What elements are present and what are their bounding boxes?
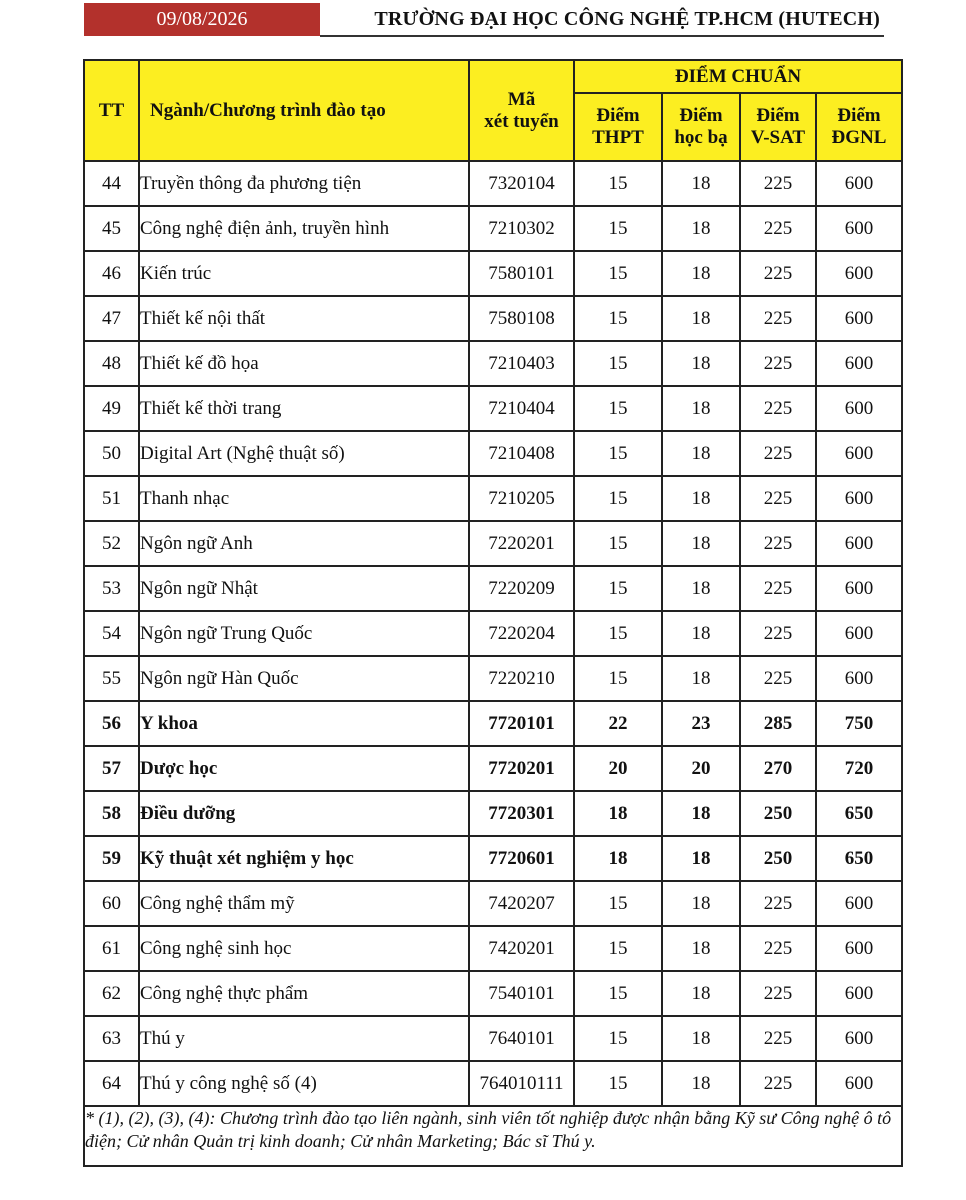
- score-thpt: 15: [574, 251, 662, 296]
- score-dgnl: 600: [816, 1016, 902, 1061]
- program-name: Công nghệ điện ảnh, truyền hình: [139, 206, 469, 251]
- table-row: [84, 386, 902, 431]
- row-number: 51: [84, 476, 139, 521]
- table-row: [84, 341, 902, 386]
- row-number: 63: [84, 1016, 139, 1061]
- row-number: 50: [84, 431, 139, 476]
- program-name: Ngôn ngữ Trung Quốc: [139, 611, 469, 656]
- admission-code: 7420207: [469, 881, 574, 926]
- score-dgnl: 600: [816, 926, 902, 971]
- score-dgnl: 600: [816, 656, 902, 701]
- table-row: [84, 206, 902, 251]
- table-row: [84, 566, 902, 611]
- header-dgnl: [816, 93, 902, 161]
- score-thpt: 15: [574, 926, 662, 971]
- score-dgnl: 600: [816, 971, 902, 1016]
- header-dgnl-line2: ĐGNL: [831, 127, 887, 148]
- program-name: Điều dưỡng: [139, 791, 469, 836]
- score-thpt: 15: [574, 521, 662, 566]
- score-dgnl: 600: [816, 476, 902, 521]
- footnote: * (1), (2), (3), (4): Chương trình đào tạo liên ngành, sinh viên tốt nghiệp được nhận bằng Kỹ sư Công nghệ ô tô điện; Cử nhân Quản trị kinh doanh; Cử nhân Marketing; Bác sĩ Thú y.: [84, 1106, 902, 1166]
- score-vsat: 225: [740, 881, 816, 926]
- row-number: 60: [84, 881, 139, 926]
- score-vsat: 270: [740, 746, 816, 791]
- footnote-row: [84, 1106, 902, 1166]
- score-hocba: 18: [662, 161, 740, 206]
- score-vsat: 225: [740, 971, 816, 1016]
- score-hocba: 18: [662, 611, 740, 656]
- score-vsat: 225: [740, 611, 816, 656]
- header-admission-code: [469, 60, 574, 161]
- admission-code: 7210205: [469, 476, 574, 521]
- row-number: 64: [84, 1061, 139, 1106]
- score-dgnl: 650: [816, 791, 902, 836]
- score-dgnl: 650: [816, 836, 902, 881]
- admission-code: 7420201: [469, 926, 574, 971]
- score-vsat: 225: [740, 161, 816, 206]
- header-divider: [320, 35, 884, 37]
- program-name: Thiết kế đồ họa: [139, 341, 469, 386]
- score-hocba: 18: [662, 251, 740, 296]
- program-name: Thú y công nghệ số (4): [139, 1061, 469, 1106]
- score-thpt: 15: [574, 1061, 662, 1106]
- program-name: Ngôn ngữ Nhật: [139, 566, 469, 611]
- score-dgnl: 600: [816, 206, 902, 251]
- admission-code: 7210408: [469, 431, 574, 476]
- table-row: [84, 881, 902, 926]
- admission-code: 7210403: [469, 341, 574, 386]
- score-thpt: 15: [574, 971, 662, 1016]
- score-dgnl: 600: [816, 1061, 902, 1106]
- score-dgnl: 600: [816, 611, 902, 656]
- score-dgnl: 600: [816, 161, 902, 206]
- header-admission-code-line2: xét tuyển: [484, 110, 559, 132]
- program-name: Thú y: [139, 1016, 469, 1061]
- score-vsat: 225: [740, 431, 816, 476]
- table-row: [84, 251, 902, 296]
- score-thpt: 15: [574, 1016, 662, 1061]
- row-number: 47: [84, 296, 139, 341]
- score-dgnl: 600: [816, 431, 902, 476]
- score-thpt: 15: [574, 161, 662, 206]
- score-hocba: 20: [662, 746, 740, 791]
- row-number: 58: [84, 791, 139, 836]
- score-hocba: 18: [662, 836, 740, 881]
- score-thpt: 15: [574, 566, 662, 611]
- program-name: Ngôn ngữ Hàn Quốc: [139, 656, 469, 701]
- score-vsat: 225: [740, 251, 816, 296]
- score-thpt: 20: [574, 746, 662, 791]
- score-vsat: 250: [740, 791, 816, 836]
- admission-code: 764010111: [469, 1061, 574, 1106]
- table-row: [84, 161, 902, 206]
- score-hocba: 18: [662, 521, 740, 566]
- table-row: [84, 656, 902, 701]
- program-name: Kiến trúc: [139, 251, 469, 296]
- score-thpt: 15: [574, 611, 662, 656]
- score-thpt: 15: [574, 341, 662, 386]
- row-number: 52: [84, 521, 139, 566]
- score-dgnl: 600: [816, 341, 902, 386]
- score-hocba: 18: [662, 566, 740, 611]
- program-name: Thiết kế nội thất: [139, 296, 469, 341]
- program-name: Digital Art (Nghệ thuật số): [139, 431, 469, 476]
- score-dgnl: 600: [816, 251, 902, 296]
- row-number: 59: [84, 836, 139, 881]
- header-vsat-line2: V-SAT: [750, 127, 806, 148]
- table-row: [84, 431, 902, 476]
- program-name: Thanh nhạc: [139, 476, 469, 521]
- score-hocba: 18: [662, 476, 740, 521]
- row-number: 55: [84, 656, 139, 701]
- score-vsat: 225: [740, 206, 816, 251]
- admission-code: 7720101: [469, 701, 574, 746]
- table-row: [84, 791, 902, 836]
- score-hocba: 18: [662, 926, 740, 971]
- header-admission-code-line1: Mã: [507, 88, 536, 110]
- table-row: [84, 701, 902, 746]
- program-name: Thiết kế thời trang: [139, 386, 469, 431]
- header-thpt-line1: Điểm: [596, 105, 640, 126]
- header-hocba-line1: Điểm: [679, 105, 723, 126]
- score-hocba: 23: [662, 701, 740, 746]
- admission-code: 7210404: [469, 386, 574, 431]
- header-vsat: [740, 93, 816, 161]
- score-dgnl: 720: [816, 746, 902, 791]
- score-vsat: 225: [740, 476, 816, 521]
- table-row: [84, 611, 902, 656]
- score-dgnl: 600: [816, 881, 902, 926]
- score-thpt: 15: [574, 656, 662, 701]
- header-program-name: Ngành/Chương trình đào tạo: [139, 60, 469, 161]
- score-dgnl: 600: [816, 521, 902, 566]
- admission-code: 7220201: [469, 521, 574, 566]
- score-hocba: 18: [662, 296, 740, 341]
- score-dgnl: 600: [816, 566, 902, 611]
- table-header-row: [84, 60, 902, 93]
- header-hocba: [662, 93, 740, 161]
- score-vsat: 225: [740, 521, 816, 566]
- program-name: Ngôn ngữ Anh: [139, 521, 469, 566]
- program-name: Kỹ thuật xét nghiệm y học: [139, 836, 469, 881]
- score-vsat: 285: [740, 701, 816, 746]
- score-thpt: 15: [574, 431, 662, 476]
- score-thpt: 15: [574, 296, 662, 341]
- score-vsat: 225: [740, 926, 816, 971]
- score-hocba: 18: [662, 206, 740, 251]
- score-dgnl: 600: [816, 296, 902, 341]
- admission-code: 7320104: [469, 161, 574, 206]
- row-number: 49: [84, 386, 139, 431]
- row-number: 54: [84, 611, 139, 656]
- program-name: Y khoa: [139, 701, 469, 746]
- row-number: 46: [84, 251, 139, 296]
- header-tt: TT: [84, 60, 139, 161]
- program-name: Công nghệ thực phẩm: [139, 971, 469, 1016]
- header-thpt-line2: THPT: [592, 127, 644, 148]
- admission-code: 7720301: [469, 791, 574, 836]
- score-hocba: 18: [662, 791, 740, 836]
- score-thpt: 15: [574, 386, 662, 431]
- score-hocba: 18: [662, 341, 740, 386]
- header-score-group: ĐIỂM CHUẨN: [574, 60, 902, 93]
- score-vsat: 225: [740, 1016, 816, 1061]
- score-thpt: 15: [574, 476, 662, 521]
- header-dgnl-line1: Điểm: [837, 105, 881, 126]
- admission-code: 7220204: [469, 611, 574, 656]
- row-number: 57: [84, 746, 139, 791]
- admission-code: 7640101: [469, 1016, 574, 1061]
- score-vsat: 225: [740, 341, 816, 386]
- score-thpt: 18: [574, 836, 662, 881]
- header-vsat-line1: Điểm: [756, 105, 800, 126]
- score-thpt: 15: [574, 206, 662, 251]
- score-vsat: 225: [740, 1061, 816, 1106]
- score-dgnl: 750: [816, 701, 902, 746]
- score-vsat: 225: [740, 296, 816, 341]
- row-number: 53: [84, 566, 139, 611]
- score-vsat: 225: [740, 656, 816, 701]
- table-row: [84, 836, 902, 881]
- table-row: [84, 476, 902, 521]
- admission-code: 7220209: [469, 566, 574, 611]
- score-thpt: 15: [574, 881, 662, 926]
- admission-code: 7210302: [469, 206, 574, 251]
- score-hocba: 18: [662, 386, 740, 431]
- score-hocba: 18: [662, 1061, 740, 1106]
- row-number: 62: [84, 971, 139, 1016]
- date-badge: 09/08/2026: [84, 3, 320, 36]
- score-hocba: 18: [662, 1016, 740, 1061]
- table-body: [84, 161, 902, 1106]
- score-thpt: 18: [574, 791, 662, 836]
- admission-code: 7540101: [469, 971, 574, 1016]
- table-row: [84, 1061, 902, 1106]
- admission-code: 7580108: [469, 296, 574, 341]
- table-row: [84, 296, 902, 341]
- score-hocba: 18: [662, 656, 740, 701]
- score-vsat: 225: [740, 566, 816, 611]
- program-name: Truyền thông đa phương tiện: [139, 161, 469, 206]
- table-row: [84, 521, 902, 566]
- program-name: Công nghệ thẩm mỹ: [139, 881, 469, 926]
- table-row: [84, 926, 902, 971]
- program-name: Dược học: [139, 746, 469, 791]
- admission-code: 7720201: [469, 746, 574, 791]
- row-number: 56: [84, 701, 139, 746]
- score-vsat: 250: [740, 836, 816, 881]
- header-thpt: [574, 93, 662, 161]
- score-hocba: 18: [662, 431, 740, 476]
- table-row: [84, 1016, 902, 1061]
- header-hocba-line2: học bạ: [674, 127, 728, 148]
- page-title: TRƯỜNG ĐẠI HỌC CÔNG NGHỆ TP.HCM (HUTECH): [374, 8, 880, 30]
- score-hocba: 18: [662, 881, 740, 926]
- score-vsat: 225: [740, 386, 816, 431]
- table-row: [84, 746, 902, 791]
- admission-code: 7580101: [469, 251, 574, 296]
- row-number: 44: [84, 161, 139, 206]
- admission-code: 7220210: [469, 656, 574, 701]
- score-thpt: 22: [574, 701, 662, 746]
- program-name: Công nghệ sinh học: [139, 926, 469, 971]
- admission-code: 7720601: [469, 836, 574, 881]
- row-number: 61: [84, 926, 139, 971]
- row-number: 48: [84, 341, 139, 386]
- admission-score-table: [83, 59, 903, 1167]
- score-hocba: 18: [662, 971, 740, 1016]
- row-number: 45: [84, 206, 139, 251]
- table-row: [84, 971, 902, 1016]
- score-dgnl: 600: [816, 386, 902, 431]
